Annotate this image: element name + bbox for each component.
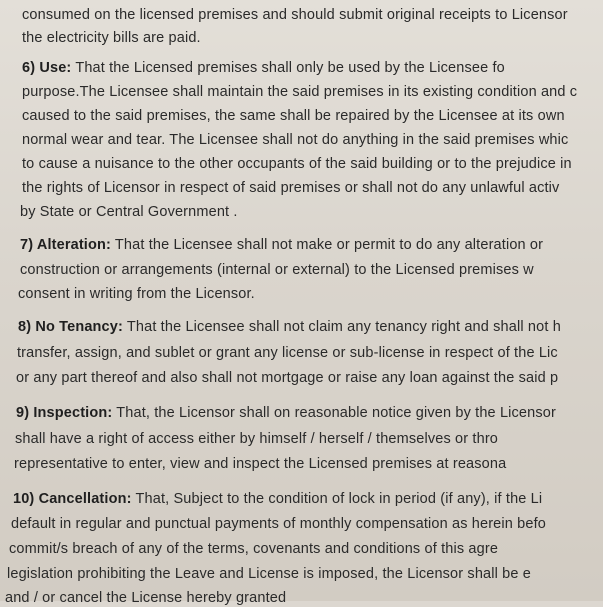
doc-line-21: commit/s breach of any of the terms, covenants and conditions of this agre xyxy=(9,541,499,557)
doc-line-6: normal wear and tear. The Licensee shall not do anything in the said premises whic xyxy=(22,132,569,148)
doc-line-2: the electricity bills are paid. xyxy=(22,30,201,46)
doc-line-1: consumed on the licensed premises and should submit original receipts to Licensor xyxy=(22,7,568,23)
doc-line-23: and / or cancel the License hereby granted xyxy=(5,590,287,606)
doc-line-11: construction or arrangements (internal or external) to the Licensed premises w xyxy=(20,262,534,278)
doc-line-7: to cause a nuisance to the other occupants of the said building or to the prejudice in xyxy=(22,156,572,172)
clause-7-heading-line: 7) Alteration: That the Licensee shall not make or permit to do any alteration or xyxy=(20,237,544,253)
doc-line-5: caused to the said premises, the same shall be repaired by the Licensee at its own xyxy=(22,108,565,124)
doc-line-17: shall have a right of access either by himself / herself / themselves or thro xyxy=(15,431,499,447)
doc-line-22: legislation prohibiting the Leave and License is imposed, the Licensor shall be e xyxy=(7,566,532,582)
clause-9-heading-line: 9) Inspection: That, the Licensor shall on reasonable notice given by the Licensor xyxy=(16,405,556,421)
doc-line-14: transfer, assign, and sublet or grant any license or sub-license in respect of the Lic xyxy=(17,345,558,361)
doc-line-8: the rights of Licensor in respect of said premises or shall not do any unlawful activ xyxy=(22,180,560,196)
doc-line-12: consent in writing from the Licensor. xyxy=(18,286,255,302)
clause-10-heading-line: 10) Cancellation: That, Subject to the condition of lock in period (if any), if the Li xyxy=(13,491,543,507)
clause-6-heading-line: 6) Use: That the Licensed premises shall only be used by the Licensee fo xyxy=(22,60,505,76)
doc-line-18: representative to enter, view and inspect the Licensed premises at reasona xyxy=(14,456,507,472)
clause-8-heading-line: 8) No Tenancy: That the Licensee shall not claim any tenancy right and shall not h xyxy=(18,319,561,335)
doc-line-9: by State or Central Government . xyxy=(20,204,238,220)
doc-line-15: or any part thereof and also shall not mortgage or raise any loan against the said p xyxy=(16,370,559,386)
doc-line-4: purpose.The Licensee shall maintain the said premises in its existing condition and c xyxy=(22,84,578,100)
doc-line-20: default in regular and punctual payments of monthly compensation as herein befo xyxy=(11,516,546,532)
